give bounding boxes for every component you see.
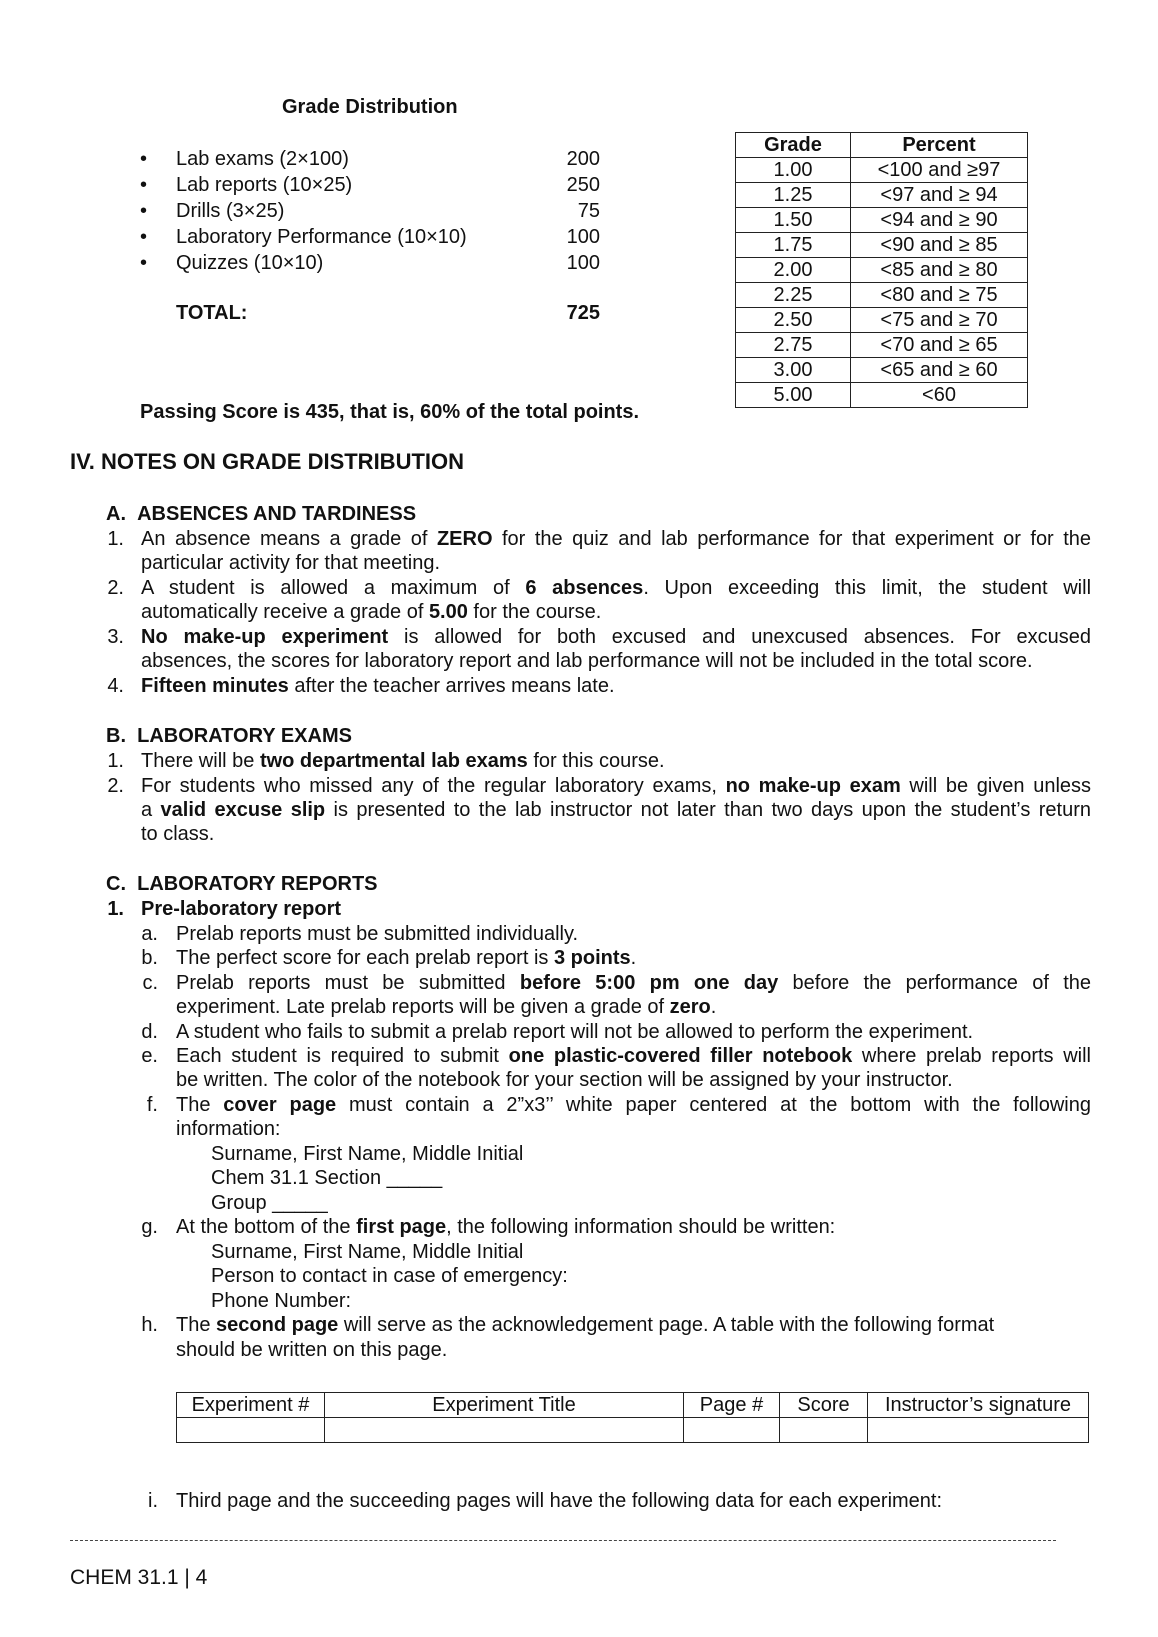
exam-rule-2-cont [141, 798, 1091, 823]
cell-grade: 1.50 [736, 208, 851, 233]
table-row [736, 208, 1028, 233]
item-points: 75 [577, 200, 600, 222]
item-letter: g. [141, 1216, 158, 1238]
cell-percent: <70 and ≥ 65 [851, 333, 1028, 358]
page-footer: CHEM 31.1 | 4 [70, 1566, 208, 1589]
bold-text: 3 points [553, 947, 631, 969]
cell-percent: <97 and ≥ 94 [851, 183, 1028, 208]
bold-text: 5.00 [428, 601, 468, 623]
item-label: Lab exams (2×100) [176, 148, 349, 170]
bold-text: first page [356, 1216, 447, 1238]
item-label: Quizzes (10×10) [176, 252, 324, 274]
bold-text: cover page [223, 1094, 337, 1116]
cell-percent: <85 and ≥ 80 [851, 258, 1028, 283]
prelab-rule-a: Prelab reports must be submitted individually. [176, 923, 579, 945]
item-label: Drills (3×25) [176, 200, 285, 222]
header-instructor-signature: Instructor’s signature [868, 1393, 1089, 1418]
text: automatically receive a grade of [141, 601, 429, 623]
bold-text: ZERO [436, 528, 493, 550]
text: is allowed for both excused and unexcused absences. For excused [388, 626, 1091, 648]
item-points: 250 [566, 174, 600, 196]
text: Prelab reports must be submitted [176, 972, 520, 994]
item-number: 4. [107, 675, 124, 697]
passing-score: Passing Score is 435, that is, 60% of the total points. [140, 401, 640, 423]
text: There will be [141, 750, 260, 772]
bullet: • [140, 174, 148, 196]
text: The [176, 1094, 224, 1116]
text: At the bottom of the [176, 1216, 357, 1238]
cell-grade: 2.50 [736, 308, 851, 333]
text: . Upon exceeding this limit, the student will [643, 577, 1092, 599]
header-percent: Percent [851, 133, 1028, 158]
item-label: Laboratory Performance (10×10) [176, 226, 467, 248]
bullet: • [140, 200, 148, 222]
empty-cell [177, 1418, 325, 1443]
exam-rule-2 [141, 774, 1091, 799]
item-number: 1. [107, 898, 124, 920]
bold-text: 6 absences [525, 577, 644, 599]
absence-rule-1-cont: particular activity for that meeting. [141, 552, 441, 574]
list-item [140, 250, 600, 276]
bullet: • [140, 148, 148, 170]
cell-grade: 2.25 [736, 283, 851, 308]
cell-percent: <80 and ≥ 75 [851, 283, 1028, 308]
prelab-rule-e-cont: be written. The color of the notebook for your section will be assigned by your instructor. [176, 1069, 953, 1091]
bold-text: Fifteen minutes [141, 675, 289, 697]
bold-text: one plastic-covered filler notebook [508, 1045, 853, 1067]
bold-text: second page [216, 1314, 339, 1336]
absence-rule-2 [141, 576, 1091, 601]
cell-grade: 2.75 [736, 333, 851, 358]
prelab-rule-h-cont: should be written on this page. [176, 1339, 448, 1361]
item-label: Lab reports (10×25) [176, 174, 353, 196]
absence-rule-3-cont: absences, the scores for laboratory report and lab performance will not be included in the total score. [141, 650, 1033, 672]
cell-grade: 1.75 [736, 233, 851, 258]
grade-distribution-list [140, 146, 600, 276]
bullet: • [140, 252, 148, 274]
absence-rule-3 [141, 625, 1091, 650]
cover-info-line: Chem 31.1 Section _____ [211, 1167, 443, 1189]
text: a [141, 799, 161, 821]
cell-percent: <90 and ≥ 85 [851, 233, 1028, 258]
list-item [140, 224, 600, 250]
text: must contain a 2”x3’’ white paper centered at the bottom with the following [336, 1094, 1091, 1116]
prelab-rule-b [176, 946, 636, 971]
first-page-info-line: Surname, First Name, Middle Initial [211, 1241, 524, 1263]
table-row [736, 358, 1028, 383]
cover-info-line: Surname, First Name, Middle Initial [211, 1143, 524, 1165]
list-item [140, 198, 600, 224]
text: For students who missed any of the regular laboratory exams, [141, 775, 726, 797]
item-letter: h. [141, 1314, 158, 1336]
cell-grade: 5.00 [736, 383, 851, 408]
prelab-rule-g [176, 1215, 835, 1240]
table-row [736, 308, 1028, 333]
bold-text: zero [669, 996, 711, 1018]
table-row [736, 283, 1028, 308]
subsection-b-heading: B. LABORATORY EXAMS [106, 725, 352, 747]
item-letter: f. [146, 1094, 158, 1116]
cell-percent: <94 and ≥ 90 [851, 208, 1028, 233]
first-page-info-line: Phone Number: [211, 1290, 352, 1312]
item-number: 2. [107, 775, 124, 797]
absence-rule-2-cont [141, 600, 601, 625]
prelab-rule-d: A student who fails to submit a prelab report will not be allowed to perform the experiment. [176, 1021, 974, 1043]
bold-text: before 5:00 pm one day [519, 972, 779, 994]
bullet: • [140, 226, 148, 248]
text: for the quiz and lab performance for that experiment or for the [492, 528, 1092, 550]
cell-percent: <75 and ≥ 70 [851, 308, 1028, 333]
item-letter: i. [148, 1490, 158, 1512]
text: before the performance of the [778, 972, 1091, 994]
text: for the course. [467, 601, 602, 623]
empty-cell [684, 1418, 780, 1443]
header-experiment-title: Experiment Title [325, 1393, 684, 1418]
prelab-rule-e [176, 1044, 1091, 1069]
empty-cell [780, 1418, 868, 1443]
absence-rule-1 [141, 527, 1091, 552]
cell-grade: 3.00 [736, 358, 851, 383]
header-experiment-number: Experiment # [177, 1393, 325, 1418]
text: Each student is required to submit [176, 1045, 509, 1067]
grade-distribution-title: Grade Distribution [282, 96, 458, 118]
text: , the following information should be written: [446, 1216, 836, 1238]
header-grade: Grade [736, 133, 851, 158]
item-points: 100 [566, 252, 600, 274]
text: . [630, 947, 637, 969]
list-item [140, 146, 600, 172]
exam-rule-1 [141, 749, 665, 774]
header-score: Score [780, 1393, 868, 1418]
cell-grade: 1.25 [736, 183, 851, 208]
prelab-rule-f-cont: information: [176, 1118, 281, 1140]
footer-divider [70, 1540, 1056, 1541]
table-row [736, 333, 1028, 358]
text: after the teacher arrives means late. [288, 675, 615, 697]
text: A student is allowed a maximum of [141, 577, 526, 599]
item-letter: a. [141, 923, 158, 945]
cell-percent: <100 and ≥97 [851, 158, 1028, 183]
list-item [140, 172, 600, 198]
item-letter: e. [141, 1045, 158, 1067]
bold-text: no make-up exam [725, 775, 901, 797]
header-page-number: Page # [684, 1393, 780, 1418]
prelab-rule-c-cont [176, 995, 716, 1020]
text: where prelab reports will [852, 1045, 1091, 1067]
table-row [736, 183, 1028, 208]
item-number: 3. [107, 626, 124, 648]
item-letter: c. [142, 972, 158, 994]
acknowledgement-table [176, 1392, 1089, 1443]
item-number: 1. [107, 528, 124, 550]
text: The perfect score for each prelab report is [176, 947, 554, 969]
table-header-row [736, 133, 1028, 158]
bold-text: No make-up experiment [141, 626, 389, 648]
prelab-rule-f [176, 1093, 1091, 1118]
prelab-heading: Pre-laboratory report [141, 898, 342, 920]
text: An absence means a grade of [141, 528, 437, 550]
cell-grade: 2.00 [736, 258, 851, 283]
table-row [736, 258, 1028, 283]
bold-text: valid excuse slip [160, 799, 326, 821]
item-points: 200 [566, 148, 600, 170]
item-number: 1. [107, 750, 124, 772]
empty-cell [868, 1418, 1089, 1443]
table-header-row [177, 1393, 1089, 1418]
total-label: TOTAL: [176, 302, 248, 324]
absence-rule-4 [141, 674, 615, 699]
item-letter: b. [141, 947, 158, 969]
text: is presented to the lab instructor not later than two days upon the student’s return [325, 799, 1091, 821]
empty-cell [325, 1418, 684, 1443]
subsection-c-heading: C. LABORATORY REPORTS [106, 873, 378, 895]
bold-text: two departmental lab exams [259, 750, 528, 772]
subsection-a-heading: A. ABSENCES AND TARDINESS [106, 503, 417, 525]
text: will be given unless [900, 775, 1092, 797]
cell-percent: <60 [851, 383, 1028, 408]
prelab-rule-i: Third page and the succeeding pages will have the following data for each experiment: [176, 1490, 943, 1512]
text: The [176, 1314, 217, 1336]
prelab-rule-c [176, 971, 1091, 996]
table-row [177, 1418, 1089, 1443]
exam-rule-2-cont: to class. [141, 823, 215, 845]
cell-grade: 1.00 [736, 158, 851, 183]
text: will serve as the acknowledgement page. A table with the following format [338, 1314, 995, 1336]
table-row [736, 383, 1028, 408]
cover-info-line: Group _____ [211, 1192, 328, 1214]
total-value: 725 [566, 302, 600, 324]
item-number: 2. [107, 577, 124, 599]
text: experiment. Late prelab reports will be given a grade of [176, 996, 670, 1018]
text: . [710, 996, 717, 1018]
table-row [736, 158, 1028, 183]
section-heading: IV. NOTES ON GRADE DISTRIBUTION [70, 449, 465, 474]
cell-percent: <65 and ≥ 60 [851, 358, 1028, 383]
grade-table [735, 132, 1028, 408]
item-points: 100 [566, 226, 600, 248]
prelab-rule-h [176, 1313, 994, 1338]
first-page-info-line: Person to contact in case of emergency: [211, 1265, 568, 1287]
text: for this course. [527, 750, 665, 772]
table-row [736, 233, 1028, 258]
item-letter: d. [141, 1021, 158, 1043]
